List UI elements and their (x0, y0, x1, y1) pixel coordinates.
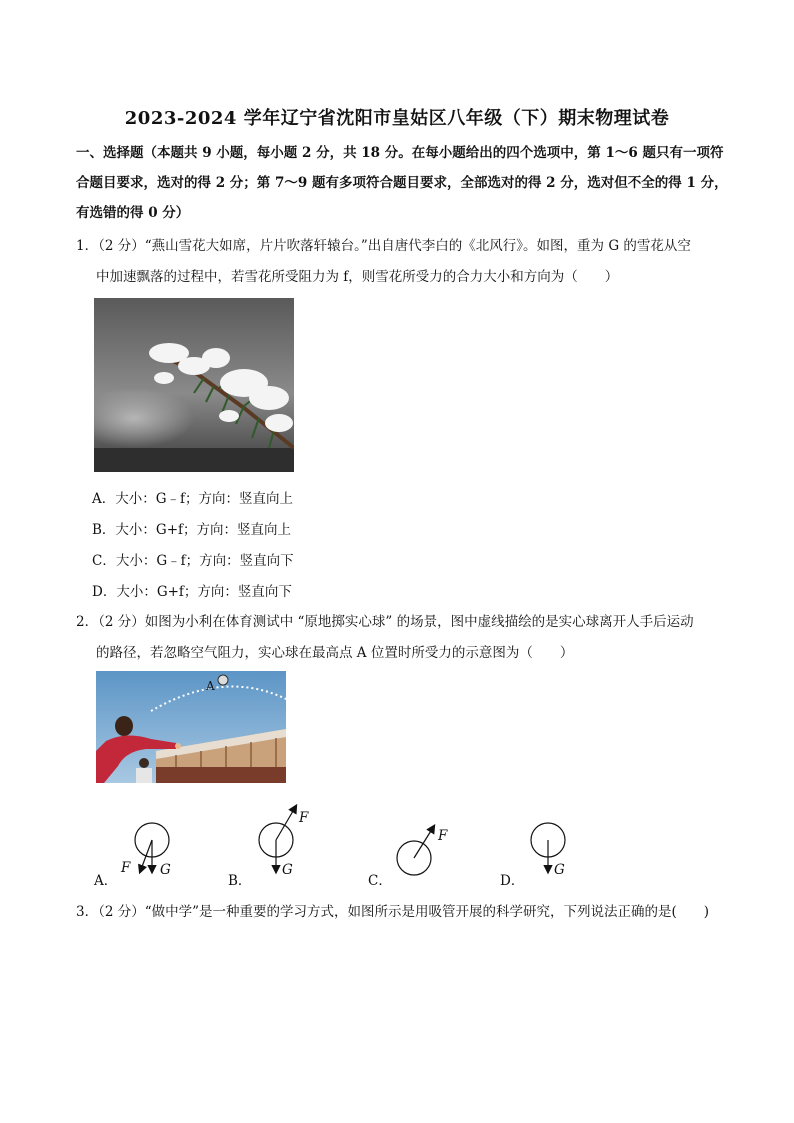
question-1-option-d[interactable]: D．大小：G+f；方向：竖直向下 (92, 584, 292, 600)
trajectory-point-a-label: A (206, 679, 215, 693)
question-1-line-2: 中加速飘落的过程中，若雪花所受阻力为 f，则雪花所受力的合力大小和方向为（ ） (96, 269, 619, 285)
force-diagram-c[interactable] (392, 820, 462, 882)
question-1-option-c[interactable]: C．大小：G﹣f；方向：竖直向下 (92, 553, 294, 569)
force-label-g: G (160, 862, 171, 878)
question-3-line-1: 3．（2 分）“做中学”是一种重要的学习方式，如图所示是用吸管开展的科学研究，下列说法正确的是( ) (76, 904, 710, 920)
question-1-option-b[interactable]: B．大小：G+f；方向：竖直向上 (92, 522, 292, 538)
force-label-f: F (438, 828, 448, 844)
question-2-line-2: 的路径，若忽略空气阻力，实心球在最高点 A 位置时所受力的示意图为（ ） (96, 645, 574, 661)
section-heading-line-1: 一、选择题（本题共 9 小题，每小题 2 分，共 18 分。在每小题给出的四个选项中，第 1～6 题只有一项符 (76, 145, 724, 161)
snow-branch-photo (94, 298, 294, 472)
force-diagram-d[interactable] (524, 818, 594, 882)
force-label-f: F (299, 810, 309, 826)
force-diagram-b[interactable] (252, 802, 322, 882)
shot-put-photo (96, 671, 286, 783)
question-2-choice-c-letter[interactable]: C． (368, 873, 392, 889)
question-2-choice-b-letter[interactable]: B． (228, 873, 252, 889)
force-label-g: G (282, 862, 293, 878)
question-2-choice-a-letter[interactable]: A． (94, 873, 118, 889)
force-label-f: F (121, 860, 131, 876)
question-1-option-a[interactable]: A．大小：G﹣f；方向：竖直向上 (92, 491, 294, 507)
section-heading-line-3: 有选错的得 0 分） (76, 205, 190, 221)
force-diagram-a[interactable] (112, 818, 182, 882)
force-label-g: G (554, 862, 565, 878)
question-2-choice-d-letter[interactable]: D． (500, 873, 525, 889)
section-heading-line-2: 合题目要求，选对的得 2 分；第 7～9 题有多项符合题目要求，全部选对的得 2 分，选对但不全的得 1 分， (76, 175, 728, 191)
question-2-line-1: 2．（2 分）如图为小利在体育测试中 “原地掷实心球” 的场景，图中虚线描绘的是实心球离开人手后运动 (76, 614, 694, 630)
page-title: 2023-2024 学年辽宁省沈阳市皇姑区八年级（下）期末物理试卷 (124, 108, 670, 129)
question-1-line-1: 1．（2 分）“燕山雪花大如席，片片吹落轩辕台。”出自唐代李白的《北风行》。如图，重为 G 的雪花从空 (76, 238, 691, 254)
